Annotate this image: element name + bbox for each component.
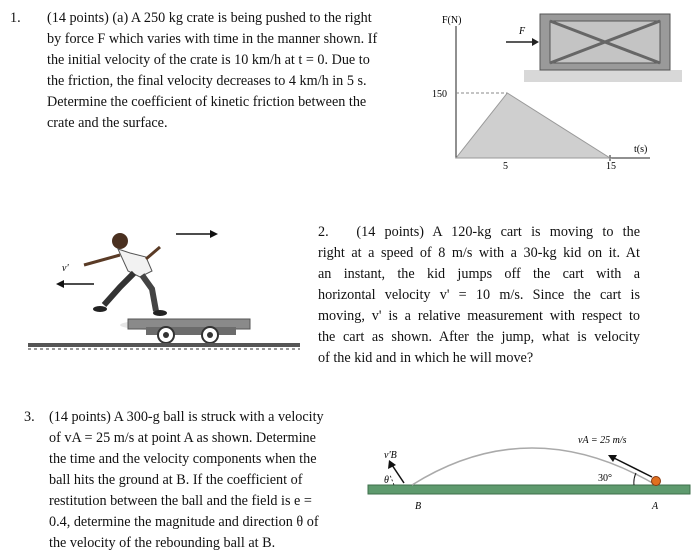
problem-2-text — [318, 222, 640, 369]
text-line: the time and the velocity components when the — [49, 451, 317, 467]
text-line: the cart as shown. After the jump, what is velocity — [318, 329, 640, 345]
problem-3-text — [49, 407, 351, 554]
text-line: the velocity of the rebounding ball at B. — [49, 535, 276, 551]
angle-label: 30° — [598, 473, 612, 484]
problem-1-text — [47, 8, 377, 134]
x-axis-label: t(s) — [634, 144, 648, 155]
problem-3-figure — [360, 425, 695, 525]
text-line: by force F which varies with time in the manner shown. If — [47, 31, 378, 47]
velocity-label: v' — [62, 263, 69, 274]
track — [28, 343, 300, 349]
cart-direction-arrow-icon — [176, 230, 218, 238]
force-triangle-area — [456, 93, 610, 158]
vb-arrow-icon — [388, 460, 404, 483]
problem-1-number: 1. — [10, 10, 21, 26]
vb-label: v'B — [384, 450, 397, 461]
va-arrow-icon — [608, 455, 652, 477]
text-line: restitution between the ball and the field is e = — [49, 493, 312, 509]
ball-icon — [652, 477, 661, 486]
problem-1-figure — [420, 8, 690, 178]
text-line: of vA = 25 m/s at point A as shown. Determine — [49, 430, 316, 446]
x-tick-5: 5 — [503, 161, 508, 172]
force-label: F — [519, 26, 526, 37]
angle-arc — [634, 473, 636, 485]
text-line: ball hits the ground at B. If the coefficient of — [49, 472, 303, 488]
text-line: horizontal velocity v' = 10 m/s. Since the cart is — [318, 287, 640, 303]
text-line: 2. (14 points) A 120-kg cart is moving to the — [318, 224, 641, 240]
va-label: vA = 25 m/s — [578, 435, 627, 446]
text-line: (14 points) (a) A 250 kg crate is being pushed to the right — [47, 10, 372, 26]
problem-2-figure — [28, 215, 308, 360]
y-tick-150: 150 — [432, 89, 447, 100]
text-line: the initial velocity of the crate is 10 km/h at t = 0. Due to — [47, 52, 370, 68]
text-line: Determine the coefficient of kinetic friction between the — [47, 94, 367, 110]
text-line: crate and the surface. — [47, 115, 168, 131]
cart-icon — [120, 319, 250, 343]
text-line: moving, v' is a relative measurement with respect to — [318, 308, 640, 324]
text-line: the friction, the final velocity decreases to 4 km/h in 5 s. — [47, 73, 367, 89]
problem-3-number: 3. — [24, 409, 35, 425]
force-arrow-icon — [506, 38, 539, 46]
field — [368, 485, 690, 494]
theta-guide — [390, 475, 394, 485]
y-axis-label: F(N) — [442, 15, 462, 26]
text-line: (14 points) A 300-g ball is struck with a velocity — [49, 409, 324, 425]
problem-2-number: 2. — [318, 224, 329, 240]
point-b-label: B — [415, 501, 422, 512]
text-line: 0.4, determine the magnitude and direction θ of — [49, 514, 319, 530]
crate-icon — [540, 14, 670, 70]
theta-label: θ — [384, 475, 389, 486]
point-a-label: A — [652, 501, 659, 512]
text-line: of the kid and in which he will move? — [318, 350, 534, 366]
ground — [524, 70, 682, 82]
x-tick-15: 15 — [606, 161, 616, 172]
kid-velocity-arrow-icon — [56, 280, 94, 288]
text-line: right at a speed of 8 m/s with a 30-kg kid on it. At — [318, 245, 640, 261]
text-line: an instant, the kid jumps off the cart with a — [318, 266, 640, 282]
trajectory — [412, 448, 656, 485]
kid-icon — [84, 233, 167, 316]
